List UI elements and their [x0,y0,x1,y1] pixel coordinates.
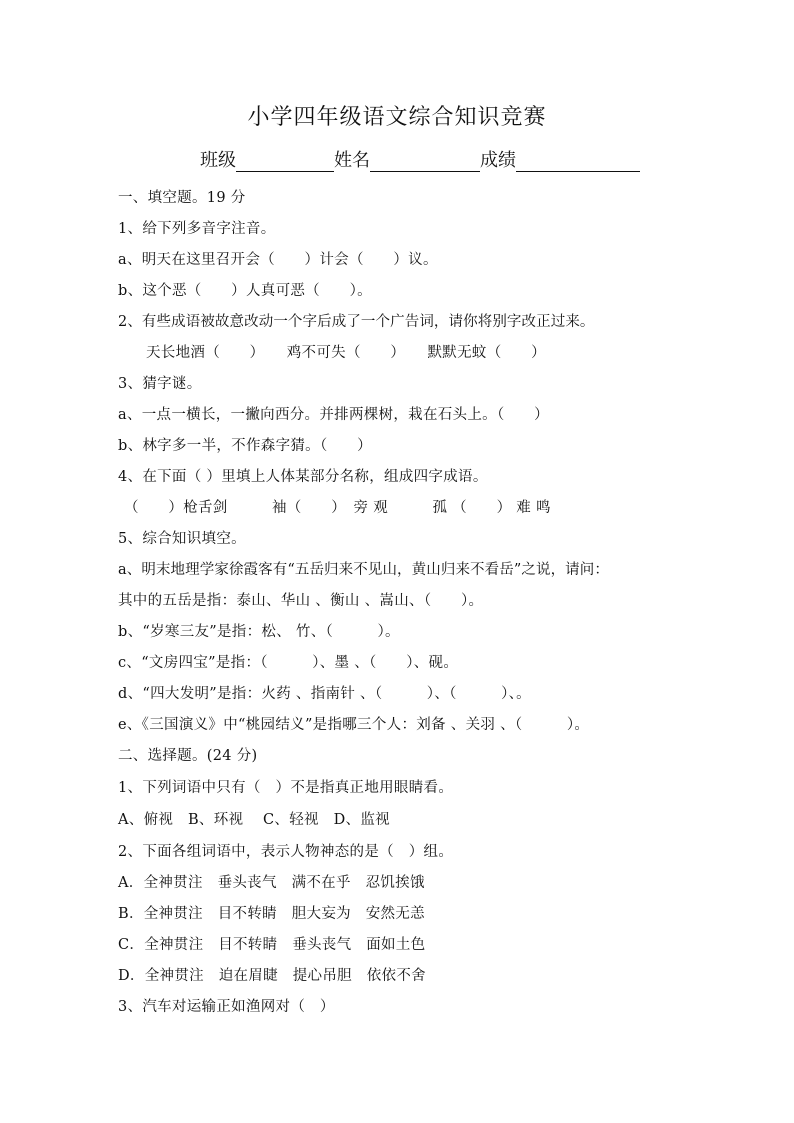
question-2-2-option-a: A．全神贯注 垂头丧气 满不在乎 忍饥挨饿 [118,875,425,891]
question-1-3b: b、林字多一半，不作森字猜。（ ） [118,438,372,454]
question-2-1-options: A、俯视 B、环视 C、轻视 D、监视 [118,812,390,828]
question-1-4-items: （ ）枪舌剑 袖（ ） 旁 观 孤 （ ） 难 鸣 [124,500,551,516]
question-2-3: 3、汽车对运输正如渔网对（ ） [118,999,335,1015]
question-1-5e: e、《三国演义》中“桃园结义”是指哪三个人：刘备 、关羽 、（ ）。 [118,717,590,733]
name-blank[interactable] [370,151,480,172]
question-1-5a-cont: 其中的五岳是指：泰山、华山 、衡山 、嵩山、（ ）。 [118,593,484,609]
score-blank[interactable] [516,151,640,172]
question-2-1: 1、下列词语中只有（ ）不是指真正地用眼睛看。 [118,780,454,796]
question-2-2-option-b: B．全神贯注 目不转睛 胆大妄为 安然无恙 [118,906,425,922]
question-1-5a: a、明末地理学家徐霞客有“五岳归来不见山，黄山归来不看岳”之说，请问： [118,562,609,578]
question-1-1a: a、明天在这里召开会（ ）计会（ ）议。 [118,252,438,268]
question-1-1b: b、这个恶（ ）人真可恶（ ）。 [118,283,372,299]
question-1-3a: a、一点一横长，一撇向西分。并排两棵树，栽在石头上。（ ） [118,407,549,423]
class-label: 班级 [200,150,236,171]
question-2-2: 2、下面各组词语中，表示人物神态的是（ ）组。 [118,844,454,860]
question-1-5b: b、“岁寒三友”是指：松、 竹、（ ）。 [118,624,400,640]
question-1-5d: d、“四大发明”是指：火药 、指南针 、（ ）、（ ）、。 [118,686,531,702]
question-2-2-option-d: D．全神贯注 迫在眉睫 提心吊胆 依依不舍 [118,968,426,984]
question-1-5: 5、综合知识填空。 [118,531,246,547]
question-1-2-items: 天长地酒（ ） 鸡不可失（ ） 默默无蚊（ ） [146,345,546,361]
student-info-row [200,146,640,172]
section-two-heading: 二、选择题。(24 分) [118,748,258,764]
question-1-4: 4、在下面（ ）里填上人体某部分名称，组成四字成语。 [118,469,488,485]
class-blank[interactable] [236,151,334,172]
question-1-5c: c、“文房四宝”是指：（ ）、墨 、（ ）、砚。 [118,655,459,671]
question-2-2-option-c: C．全神贯注 目不转睛 垂头丧气 面如土色 [118,937,426,953]
question-1-1: 1、给下列多音字注音。 [118,221,276,237]
question-1-3: 3、猜字谜。 [118,376,202,392]
section-one-heading: 一、填空题。19 分 [118,190,246,206]
name-label: 姓名 [334,150,370,171]
page-title: 小学四年级语文综合知识竞赛 [247,105,547,130]
score-label: 成绩 [480,150,516,171]
question-1-2: 2、有些成语被故意改动一个字后成了一个广告词，请你将别字改正过来。 [118,314,595,330]
